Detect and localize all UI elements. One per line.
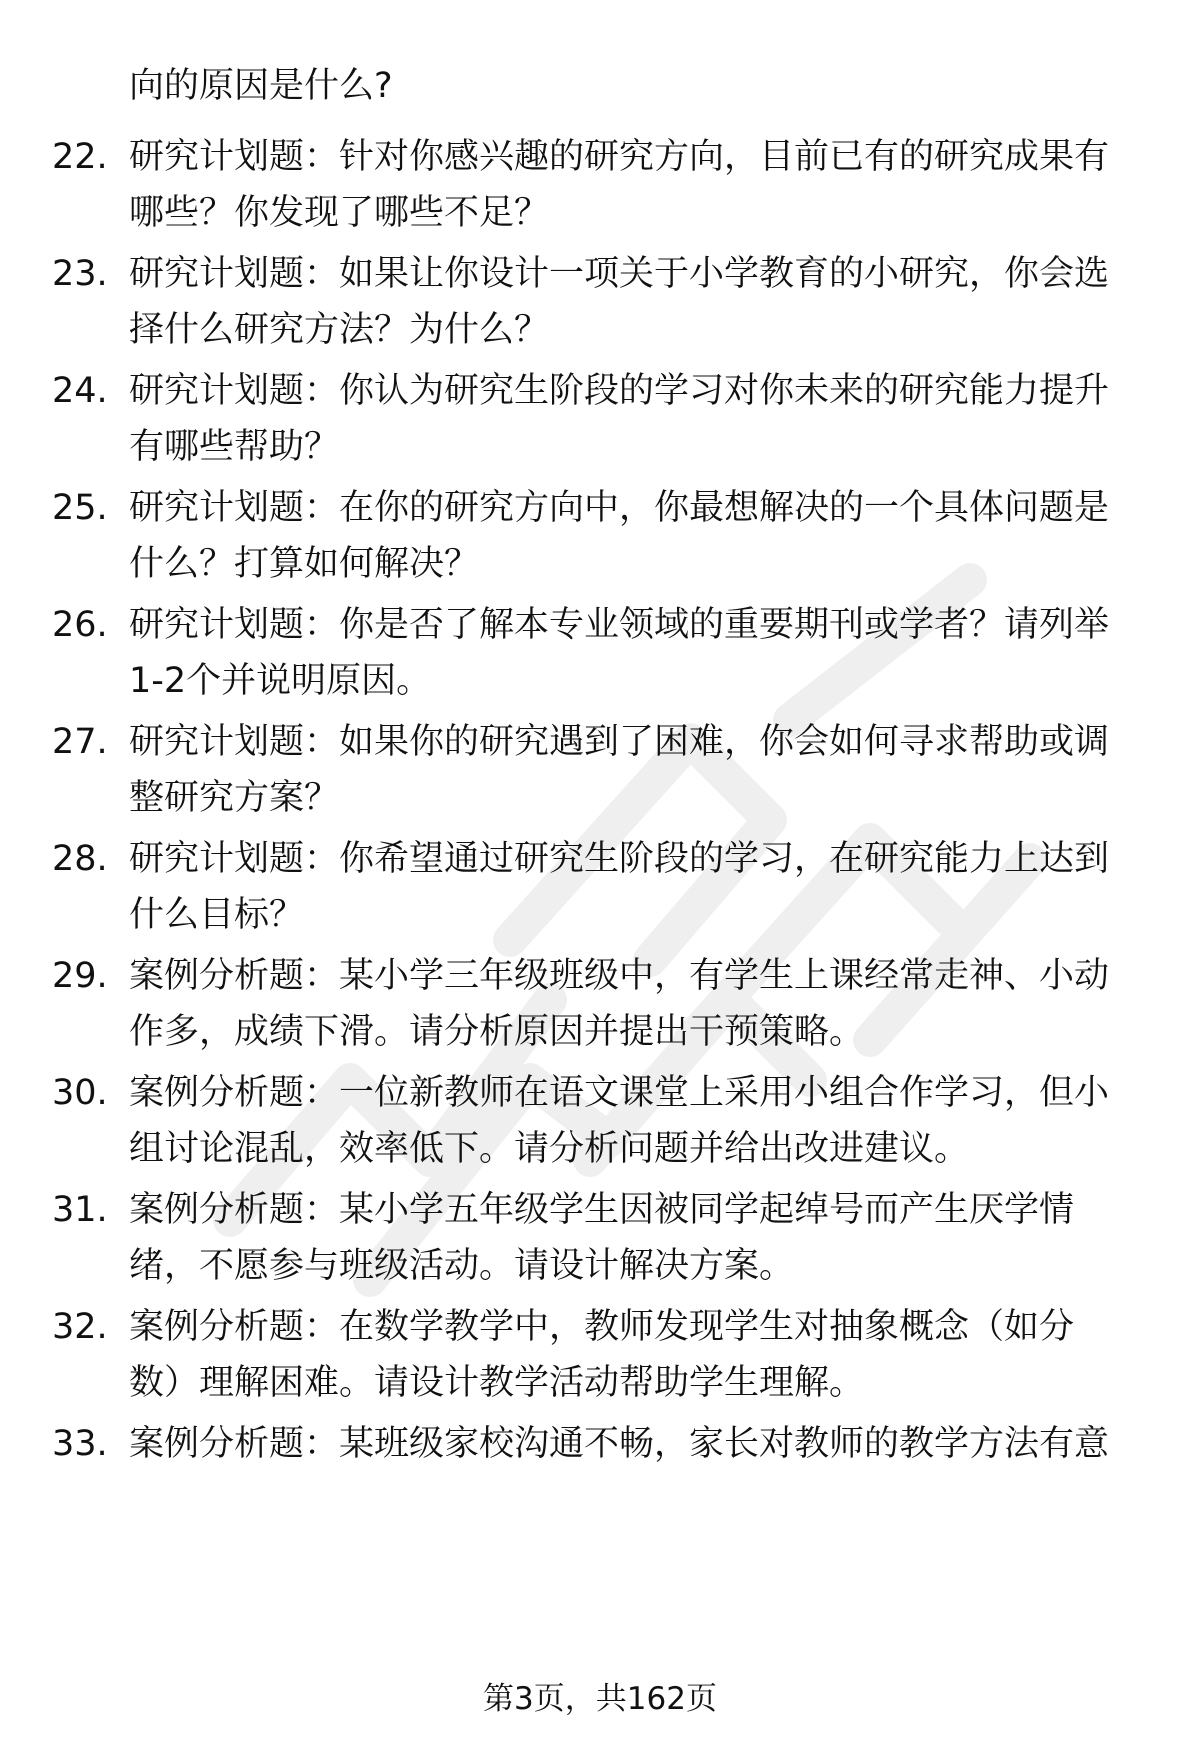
- item-text: [129, 246, 1144, 358]
- item-text: [129, 480, 1144, 592]
- item-number: 27.: [52, 722, 108, 762]
- item-number: 29.: [52, 956, 108, 996]
- item-text: [129, 1065, 1144, 1177]
- item-number: 31.: [52, 1190, 108, 1230]
- item-number: 33.: [52, 1424, 108, 1464]
- item-text-line: 数）理解困难。请设计教学活动帮助学生理解。: [129, 1363, 865, 1403]
- item-number: 24.: [52, 371, 108, 411]
- item-number: 23.: [52, 254, 108, 294]
- item-text-line: 组讨论混乱，效率低下。请分析问题并给出改进建议。: [129, 1129, 970, 1169]
- item-text: [129, 831, 1144, 943]
- item-text-line: 哪些？你发现了哪些不足？: [129, 193, 550, 233]
- item-text-line: 案例分析题：某小学五年级学生因被同学起绰号而产生厌学情: [129, 1190, 1075, 1230]
- item-text-line: 案例分析题：某小学三年级班级中，有学生上课经常走神、小动: [129, 956, 1110, 996]
- item-text-line: 案例分析题：一位新教师在语文课堂上采用小组合作学习，但小: [129, 1073, 1110, 1113]
- item-text-line: 案例分析题：某班级家校沟通不畅，家长对教师的教学方法有意: [129, 1424, 1110, 1464]
- item-text: [129, 1299, 1144, 1411]
- item-text: [129, 948, 1144, 1060]
- item-text-line: 研究计划题：你是否了解本专业领域的重要期刊或学者？请列举: [129, 605, 1110, 645]
- item-text-line: 案例分析题：在数学教学中，教师发现学生对抽象概念（如分: [129, 1307, 1075, 1347]
- continued-text: 向的原因是什么?: [129, 66, 393, 106]
- item-text-line: 择什么研究方法？为什么？: [129, 310, 550, 350]
- item-text-line: 作多，成绩下滑。请分析原因并提出干预策略。: [129, 1012, 865, 1052]
- item-text: [129, 1182, 1144, 1294]
- item-text-line: 1-2个并说明原因。: [129, 661, 432, 701]
- item-text: [129, 363, 1144, 475]
- item-text-line: 研究计划题：如果让你设计一项关于小学教育的小研究，你会选: [129, 254, 1110, 294]
- item-text: [129, 129, 1144, 241]
- item-text-line: 什么？打算如何解决？: [129, 544, 480, 584]
- item-number: 30.: [52, 1073, 108, 1113]
- page-footer: 第3页，共162页: [483, 1681, 717, 1717]
- item-text: [129, 714, 1144, 826]
- item-number: 25.: [52, 488, 108, 528]
- item-text-line: 研究计划题：针对你感兴趣的研究方向，目前已有的研究成果有: [129, 137, 1110, 177]
- item-text-line: 有哪些帮助？: [129, 427, 340, 467]
- item-text-line: 绪，不愿参与班级活动。请设计解决方案。: [129, 1246, 795, 1286]
- item-number: 28.: [52, 839, 108, 879]
- item-text: [129, 597, 1144, 709]
- item-number: 26.: [52, 605, 108, 645]
- item-text: [129, 1416, 1144, 1472]
- item-number: 22.: [52, 137, 108, 177]
- item-text-line: 研究计划题：如果你的研究遇到了困难，你会如何寻求帮助或调: [129, 722, 1110, 762]
- item-text-line: 整研究方案？: [129, 778, 340, 818]
- item-text-line: 研究计划题：你希望通过研究生阶段的学习，在研究能力上达到: [129, 839, 1110, 879]
- item-text-line: 什么目标？: [129, 895, 305, 935]
- item-text-line: 研究计划题：在你的研究方向中，你最想解决的一个具体问题是: [129, 488, 1110, 528]
- item-number: 32.: [52, 1307, 108, 1347]
- item-text-line: 研究计划题：你认为研究生阶段的学习对你未来的研究能力提升: [129, 371, 1110, 411]
